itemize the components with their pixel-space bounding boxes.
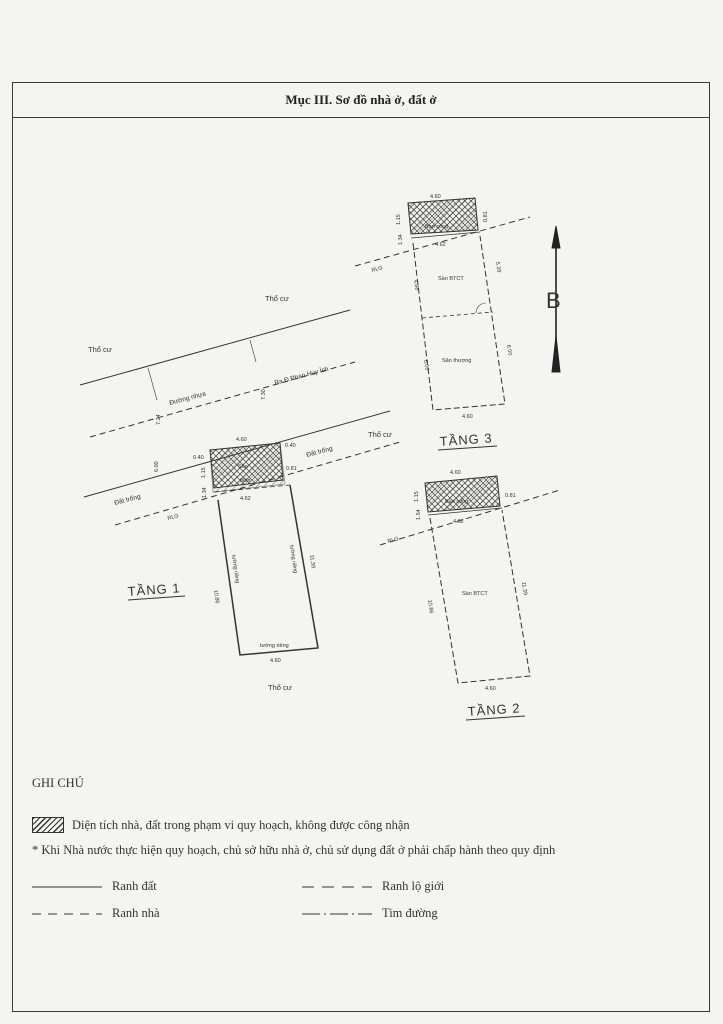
tang3-inner-width: 4.62	[435, 242, 446, 248]
tang2-bottom-width: 4.60	[485, 686, 496, 692]
dat-trong-label-2: Đất trống	[113, 493, 142, 507]
legend-tim-duong-label: Tim đường	[382, 906, 438, 920]
tang3-right-lower: 6.00	[505, 344, 513, 356]
tang2-top-width: 4.60	[450, 470, 461, 476]
tang3-name: TẦNG 3	[439, 430, 494, 449]
tang3-left-lower: 6.00	[422, 359, 430, 371]
legend-ranh-nha-label: Ranh nhà	[112, 906, 160, 920]
tang2-name: TẦNG 2	[467, 700, 522, 719]
hatch-legend	[32, 817, 692, 833]
tang2-left-len: 10.86	[426, 599, 434, 614]
asterisk-note: * Khi Nhà nước thực hiện quy hoạch, chủ sở hữu nhà ở, chủ sử dụng đất ở phải chấp hành theo quy định	[32, 843, 556, 857]
tang3-top-width: 4.60	[430, 194, 441, 200]
tang1-dim-115: 1.15	[201, 467, 207, 478]
tang1-plan	[210, 443, 318, 655]
legend-tim-duong	[302, 906, 572, 921]
tang1-name: TẦNG 1	[127, 580, 182, 599]
legend-ranh-lo-gioi	[302, 879, 572, 894]
tang3-dim-134: 1.34	[398, 234, 404, 245]
tho-cu-label-4: Thổ cư	[268, 683, 292, 692]
north-label: B	[546, 288, 561, 313]
tang1-inner-width: 4.62	[240, 496, 251, 502]
tang2-dim-154: 1.54	[416, 509, 422, 520]
tang3-terrace: Sân thượng	[442, 358, 472, 364]
tang2-balcony: Ban công	[445, 499, 469, 505]
tang1-wall-bottom: tường riêng	[260, 643, 289, 649]
road-lines	[80, 310, 400, 525]
tang1-wall-left: tường riêng	[230, 554, 240, 584]
dim-730: 7.30	[261, 389, 267, 400]
dim-724: 7.24	[156, 414, 162, 425]
hatch-swatch-icon	[32, 817, 64, 833]
tang3-left-upper: 4.86	[412, 279, 420, 291]
tang3-floor: Sàn BTCT	[438, 276, 464, 282]
tang2-inner-width: 4.62	[453, 519, 464, 525]
hatch-legend-text: Diện tích nhà, đất trong phạm vi quy hoạch, không được công nhận	[72, 817, 410, 832]
tho-cu-label-1: Thổ cư	[88, 345, 112, 354]
tang1-wall-right: tường riêng	[288, 544, 298, 574]
tang3-dim-081: 0.81	[483, 211, 489, 222]
tang1-front-area-2: hiên	[240, 478, 251, 484]
tang3-right-upper: 5.39	[494, 261, 502, 273]
tang2-floor: Sàn BTCT	[462, 591, 488, 597]
tang3-balcony: Ban công	[425, 224, 449, 230]
tang1-front-area: Sân	[238, 464, 248, 470]
solid-line-icon	[32, 883, 102, 891]
dat-trong-label-1: Đất trống	[305, 445, 334, 459]
tang2-plan	[380, 476, 560, 683]
legend-ranh-dat-label: Ranh đất	[112, 879, 157, 893]
tang1-top-width: 4.60	[236, 437, 247, 443]
tang1-dim-081: 0.81	[286, 466, 297, 472]
tang2-rlg: RLG	[386, 536, 400, 545]
tang1-right-len: 11.39	[308, 554, 316, 569]
dash-dot-line-icon	[302, 910, 372, 918]
dim-6: 6.00	[154, 461, 160, 472]
tang1-bottom-width: 4.60	[270, 658, 281, 664]
legend-ranh-nha	[32, 906, 302, 921]
tang1-dim-134: 1.34	[202, 487, 208, 498]
tang2-dim-081: 0.81	[505, 493, 516, 499]
tang3-rlg: RLG	[370, 265, 384, 274]
tang1-dim-040-left: 0.40	[193, 455, 204, 461]
notes-section	[32, 776, 692, 921]
tho-cu-label-2: Thổ cư	[265, 294, 289, 303]
short-dashed-line-icon	[32, 910, 102, 918]
road-label: Đường nhựa	[168, 390, 207, 407]
legend-ranh-dat	[32, 879, 302, 894]
tang1-left-len: 10.86	[212, 589, 220, 604]
line-legend	[32, 879, 692, 921]
dashed-line-icon	[302, 883, 372, 891]
road-exit-label: Ra Đ.Phan Huy Ích	[273, 365, 330, 387]
notes-heading: GHI CHÚ	[32, 776, 84, 790]
tang1-dim-040-right: 0.40	[285, 443, 296, 449]
tang3-bottom-width: 4.60	[462, 414, 473, 420]
tang2-dim-115: 1.15	[414, 491, 420, 502]
tang3-dim-115: 1.15	[396, 214, 402, 225]
rlg-label-site: RLG	[166, 513, 180, 522]
tang2-right-len: 11.39	[520, 581, 528, 596]
legend-ranh-lo-gioi-label: Ranh lộ giới	[382, 879, 445, 893]
page-title: Mục III. Sơ đồ nhà ở, đất ở	[13, 83, 709, 118]
tho-cu-label-3: Thổ cư	[368, 430, 392, 439]
